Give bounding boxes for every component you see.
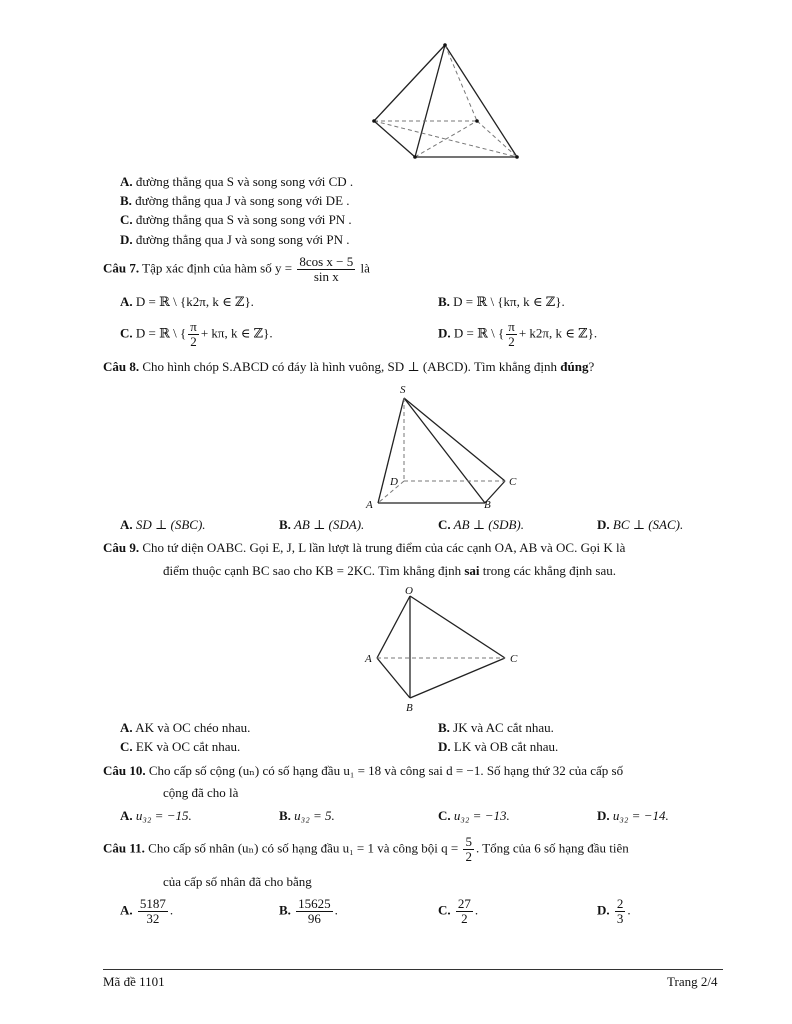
label-s: S bbox=[400, 384, 406, 396]
q9-option-d: D. LK và OB cắt nhau. bbox=[438, 739, 559, 754]
q11-stem-line2: của cấp số nhân đã cho bằng bbox=[163, 874, 312, 889]
q11-option-b: B. $\frac{15625}{96}$ . bbox=[279, 896, 338, 926]
pyramid-sabcd-figure bbox=[0, 375, 792, 515]
label-a: A bbox=[365, 653, 372, 665]
label-c: C bbox=[509, 476, 517, 488]
q10-stem-line2: cộng đã cho là bbox=[163, 785, 239, 800]
q10-option-b: B. u₃₂ = 5. bbox=[279, 808, 335, 823]
q11-option-c: C. $\frac{27}{2}$ . bbox=[438, 896, 479, 926]
q11-option-d: D. $\frac{2}{3}$ . bbox=[597, 896, 631, 926]
q11-option-a: A. $\frac{5187}{32}$ . bbox=[120, 896, 174, 926]
q9-option-b: B. JK và AC cắt nhau. bbox=[438, 720, 554, 735]
q9-option-c: C. EK và OC cắt nhau. bbox=[120, 739, 241, 754]
q10-option-d: D. u₃₂ = −14. bbox=[597, 808, 669, 823]
pyramid-figure-top bbox=[0, 0, 792, 170]
q8-option-d: D. BC ⊥ (SAC). bbox=[597, 517, 684, 532]
tetrahedron-oabc-figure bbox=[0, 580, 792, 715]
q7-option-a: A. D = ℝ \ {k2π, k ∈ ℤ}. bbox=[120, 294, 254, 309]
footer-page-number: Trang 2/4 bbox=[667, 974, 718, 989]
q10-option-c: C. u₃₂ = −13. bbox=[438, 808, 510, 823]
footer-divider bbox=[103, 969, 723, 970]
q9-stem-line1: Câu 9. Cho tứ diện OABC. Gọi E, J, L lần lượt là trung điểm của các cạnh OA, AB và OC. Gọi K là bbox=[103, 540, 626, 555]
q6-option-b: B. đường thẳng qua J và song song với DE . bbox=[120, 193, 350, 208]
q9-stem-line2: điểm thuộc cạnh BC sao cho KB = 2KC. Tìm khẳng định sai trong các khẳng định sau. bbox=[163, 563, 617, 578]
q7-stem: Câu 7. Tập xác định của hàm số y = $\frac{\text{8cos x − 5}}{\text{sin x}}$ là bbox=[103, 254, 370, 284]
q6-option-c: C. đường thẳng qua S và song song với PN . bbox=[120, 212, 352, 227]
q7-option-b: B. D = ℝ \ {kπ, k ∈ ℤ}. bbox=[438, 294, 565, 309]
q6-option-a: A. đường thẳng qua S và song song với CD . bbox=[120, 174, 354, 189]
label-b: B bbox=[484, 499, 491, 511]
q10-option-a: A. u₃₂ = −15. bbox=[120, 808, 192, 823]
label-c: C bbox=[510, 653, 518, 665]
q11-stem-line1: Câu 11. Cho cấp số nhân (uₙ) có số hạng đầu u₁ = 1 và công bội q = $\frac{5}{2}$ . Tổng của 6 số hạng đầu tiên bbox=[103, 834, 629, 864]
footer-exam-code: Mã đề 1101 bbox=[103, 974, 165, 989]
q8-stem: Câu 8. Cho hình chóp S.ABCD có đáy là hình vuông, SD ⊥ (ABCD). Tìm khẳng định đúng? bbox=[103, 359, 595, 374]
q7-option-c: C. D = ℝ \ { $\frac{\pi}{2}$ + kπ, k ∈ ℤ}. bbox=[120, 319, 273, 349]
label-b: B bbox=[406, 702, 413, 714]
q10-stem-line1: Câu 10. Cho cấp số cộng (uₙ) có số hạng đầu u₁ = 18 và công sai d = −1. Số hạng thứ 32 của cấp số bbox=[103, 763, 624, 778]
q8-option-c: C. AB ⊥ (SDB). bbox=[438, 517, 525, 532]
q9-option-a: A. AK và OC chéo nhau. bbox=[120, 720, 251, 735]
q6-option-d: D. đường thẳng qua J và song song với PN . bbox=[120, 232, 350, 247]
q7-option-d: D. D = ℝ \ { $\frac{\pi}{2}$ + k2π, k ∈ ℤ}. bbox=[438, 319, 598, 349]
label-o: O bbox=[405, 585, 413, 597]
q8-option-b: B. AB ⊥ (SDA). bbox=[279, 517, 365, 532]
q8-option-a: A. SD ⊥ (SBC). bbox=[120, 517, 206, 532]
label-d: D bbox=[390, 476, 398, 488]
label-a: A bbox=[366, 499, 373, 511]
